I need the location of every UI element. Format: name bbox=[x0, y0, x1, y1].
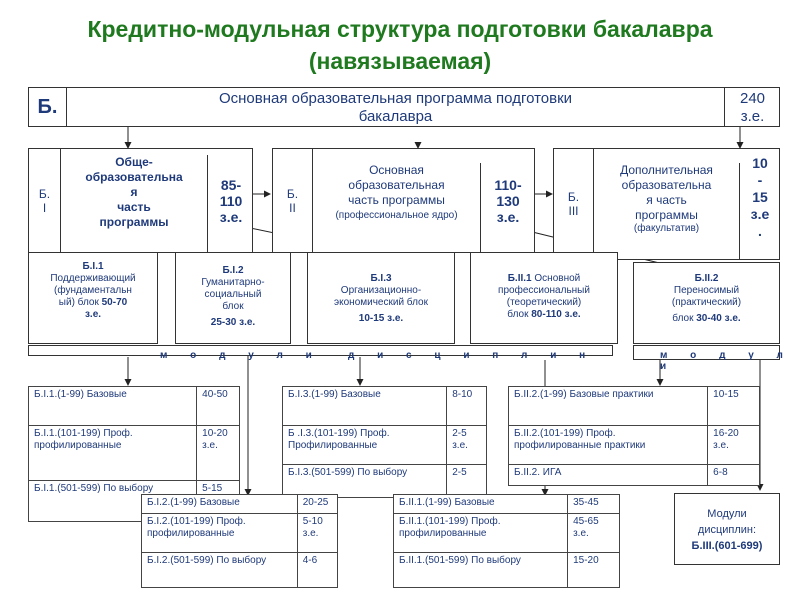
part-biii-credits bbox=[740, 155, 780, 240]
table-row bbox=[29, 426, 240, 481]
table-cell-name: Б.II.2.(101-199) Проф. профилированные практики bbox=[509, 426, 708, 465]
table-row bbox=[283, 387, 487, 426]
program-name-line2: бакалавра bbox=[358, 108, 433, 125]
table-cell-name: Б.II.2.(1-99) Базовые практики bbox=[509, 387, 708, 426]
part-bii-name-line: Основная bbox=[369, 163, 424, 177]
part-biii-name-line: я часть bbox=[646, 193, 687, 207]
block-bi2 bbox=[175, 252, 291, 344]
part-bi-name-line: часть bbox=[117, 200, 151, 214]
block-bi3-line: Организационно- bbox=[340, 285, 422, 296]
part-biii-code-line2: III bbox=[568, 204, 579, 218]
block-bi1-line: Поддерживающий bbox=[50, 273, 136, 284]
modules-word-3: м о д у л и bbox=[660, 350, 793, 372]
block-bi2-line: Гуманитарно- bbox=[201, 277, 265, 288]
table-cell-name: Б.II.1.(501-599) По выбору bbox=[394, 553, 568, 588]
part-bii-name-line: часть программы bbox=[348, 193, 445, 207]
program-credits-unit: з.е. bbox=[740, 108, 765, 125]
part-biii-note: (факультатив) bbox=[633, 223, 700, 234]
block-bii1-line: (теоретический) bbox=[506, 297, 582, 308]
program-credits-value: 240 bbox=[739, 90, 766, 107]
part-bii-note: (профессиональное ядро) bbox=[335, 210, 458, 221]
table-row bbox=[509, 426, 760, 465]
program-name-line1: Основная образовательная программа подготовки bbox=[218, 90, 573, 107]
table-cell-name: Б .I.3.(101-199) Проф. Профилированные bbox=[283, 426, 447, 465]
program-credits bbox=[725, 88, 780, 126]
block-bi3-credits: 10-15 з.е. bbox=[358, 313, 404, 324]
part-biii-credits-line: з.е bbox=[750, 206, 770, 222]
biii-modules-code: Б.III.(601-699) bbox=[691, 540, 763, 552]
block-bii1-line: профессиональный bbox=[498, 285, 590, 296]
table-row bbox=[142, 553, 338, 588]
part-bii-code-line1: Б. bbox=[286, 186, 299, 201]
table-row bbox=[394, 553, 620, 588]
part-biii-code-line1: Б. bbox=[567, 190, 580, 204]
table-cell-value: 5-10 з.е. bbox=[297, 514, 337, 553]
part-bii-credits bbox=[481, 177, 535, 225]
table-row bbox=[509, 465, 760, 486]
part-bii-credits-line: 110- bbox=[494, 177, 522, 193]
table-cell-name: Б.I.2.(501-599) По выбору bbox=[142, 553, 298, 588]
program-name bbox=[67, 88, 725, 126]
table-bii2 bbox=[508, 386, 760, 486]
table-cell-value: 2-5 bbox=[447, 465, 487, 498]
table-cell-name: Б.I.2.(101-199) Проф. профилированные bbox=[142, 514, 298, 553]
table-cell-value: 15-20 bbox=[568, 553, 620, 588]
table-row bbox=[509, 387, 760, 426]
table-cell-value: 45-65 з.е. bbox=[568, 514, 620, 553]
part-bi-code-line2: I bbox=[42, 200, 47, 215]
program-code: Б. bbox=[29, 88, 67, 126]
table-cell-name: Б.II.2. ИГА bbox=[509, 465, 708, 486]
table-cell-name: Б.I.1.(101-199) Проф. профилированные bbox=[29, 426, 197, 481]
part-bi-name-line: Обще- bbox=[115, 155, 153, 169]
block-bii1-code-suffix: Основной bbox=[534, 273, 581, 284]
biii-modules-line1: Модули bbox=[707, 508, 747, 520]
biii-modules-box bbox=[674, 493, 780, 565]
block-bi1-credits: 50-70 bbox=[101, 297, 128, 308]
table-cell-name: Б.II.1.(1-99) Базовые bbox=[394, 495, 568, 514]
table-cell-name: Б.II.1.(101-199) Проф. профилированные bbox=[394, 514, 568, 553]
block-bii1-credits: 80-110 з.е. bbox=[531, 309, 581, 320]
part-biii-credits-line: - bbox=[757, 172, 763, 188]
block-bi2-code: Б.I.2 bbox=[222, 265, 244, 276]
block-bii2-line: Переносимый bbox=[673, 285, 740, 296]
table-cell-value: 2-5 з.е. bbox=[447, 426, 487, 465]
table-cell-name: Б.I.2.(1-99) Базовые bbox=[142, 495, 298, 514]
part-bi bbox=[28, 148, 253, 253]
block-bii1 bbox=[470, 252, 618, 344]
block-bi1-unit: з.е. bbox=[84, 309, 102, 320]
part-bi-code-line1: Б. bbox=[38, 186, 51, 201]
part-bi-name-line: я bbox=[130, 185, 138, 199]
part-bi-name bbox=[61, 155, 208, 252]
part-biii-credits-line: 15 bbox=[752, 189, 768, 205]
block-bii2 bbox=[633, 262, 780, 344]
modules-word-1: м о д у л и bbox=[160, 350, 322, 361]
table-bi2 bbox=[141, 494, 338, 588]
part-biii-name-line: программы bbox=[635, 208, 698, 222]
table-row bbox=[142, 514, 338, 553]
block-bii1-line: блок bbox=[507, 309, 529, 320]
block-bi2-line: социальный bbox=[204, 289, 262, 300]
biii-modules-line2: дисциплин: bbox=[697, 524, 757, 536]
part-biii-credits-line: 10 bbox=[752, 155, 768, 171]
block-bi1-line: (фундаментальн bbox=[54, 285, 132, 296]
part-bii bbox=[272, 148, 535, 253]
table-row bbox=[142, 495, 338, 514]
table-row bbox=[283, 426, 487, 465]
part-bi-name-line: образовательна bbox=[85, 170, 183, 184]
part-bii-name bbox=[313, 163, 481, 252]
table-cell-value: 20-25 bbox=[297, 495, 337, 514]
block-bi1-line: ый) блок bbox=[58, 297, 99, 308]
table-bi3 bbox=[282, 386, 487, 498]
table-row bbox=[283, 465, 487, 498]
block-bi2-line: блок bbox=[222, 301, 244, 312]
program-box bbox=[28, 87, 780, 127]
table-cell-value: 16-20 з.е. bbox=[708, 426, 760, 465]
table-cell-name: Б.I.1.(1-99) Базовые bbox=[29, 387, 197, 426]
table-cell-value: 6-8 bbox=[708, 465, 760, 486]
part-bii-credits-line: 130 bbox=[496, 193, 520, 209]
part-biii-name bbox=[594, 163, 740, 259]
table-row bbox=[394, 514, 620, 553]
page-title: Кредитно-модульная структура подготовки бакалавра bbox=[87, 16, 713, 42]
part-biii-code bbox=[554, 149, 594, 259]
part-biii-name-line: образовательна bbox=[621, 178, 712, 192]
table-row bbox=[394, 495, 620, 514]
part-bi-credits-unit: з.е. bbox=[219, 209, 243, 225]
part-biii-credits-line: . bbox=[758, 223, 762, 239]
block-bi3-code: Б.I.3 bbox=[370, 273, 392, 284]
page-subtitle: (навязываемая) bbox=[308, 48, 492, 74]
table-cell-name: Б.I.3.(1-99) Базовые bbox=[283, 387, 447, 426]
part-bii-code bbox=[273, 149, 313, 252]
block-bii2-credits: 30-40 з.е. bbox=[696, 313, 741, 324]
table-cell-value: 5-15 bbox=[197, 481, 240, 522]
table-cell-value: 10-15 bbox=[708, 387, 760, 426]
modules-word-2: д и с ц и п л и н bbox=[348, 350, 596, 361]
part-biii-name-line: Дополнительная bbox=[620, 163, 713, 177]
table-cell-name: Б.I.1.(501-599) По выбору bbox=[29, 481, 197, 522]
block-bi3 bbox=[307, 252, 455, 344]
part-bi-code bbox=[29, 149, 61, 252]
part-bii-code-line2: II bbox=[289, 200, 296, 215]
part-biii bbox=[553, 148, 780, 260]
part-bii-credits-unit: з.е. bbox=[496, 209, 520, 225]
block-bi1-code: Б.I.1 bbox=[82, 261, 104, 272]
block-bii2-line: (практический) bbox=[671, 297, 742, 308]
table-cell-value: 8-10 bbox=[447, 387, 487, 426]
table-bii1 bbox=[393, 494, 620, 588]
block-bi2-credits: 25-30 з.е. bbox=[210, 317, 256, 328]
part-bi-credits-line: 110 bbox=[219, 193, 243, 209]
table-cell-value: 4-6 bbox=[297, 553, 337, 588]
part-bi-credits-line: 85- bbox=[220, 177, 242, 193]
block-bi3-line: экономический блок bbox=[334, 297, 428, 308]
table-cell-value: 40-50 bbox=[197, 387, 240, 426]
table-row bbox=[29, 387, 240, 426]
part-bii-name-line: образовательная bbox=[348, 178, 445, 192]
block-bii2-code: Б.II.2 bbox=[694, 273, 719, 284]
block-bii2-line: блок bbox=[672, 313, 694, 324]
table-cell-value: 10-20 з.е. bbox=[197, 426, 240, 481]
block-bii1-code: Б.II.1 bbox=[507, 273, 532, 284]
part-bi-name-line: программы bbox=[99, 215, 169, 229]
table-cell-name: Б.I.3.(501-599) По выбору bbox=[283, 465, 447, 498]
part-bi-credits bbox=[209, 177, 253, 225]
table-cell-value: 35-45 bbox=[568, 495, 620, 514]
block-bi1 bbox=[28, 252, 158, 344]
